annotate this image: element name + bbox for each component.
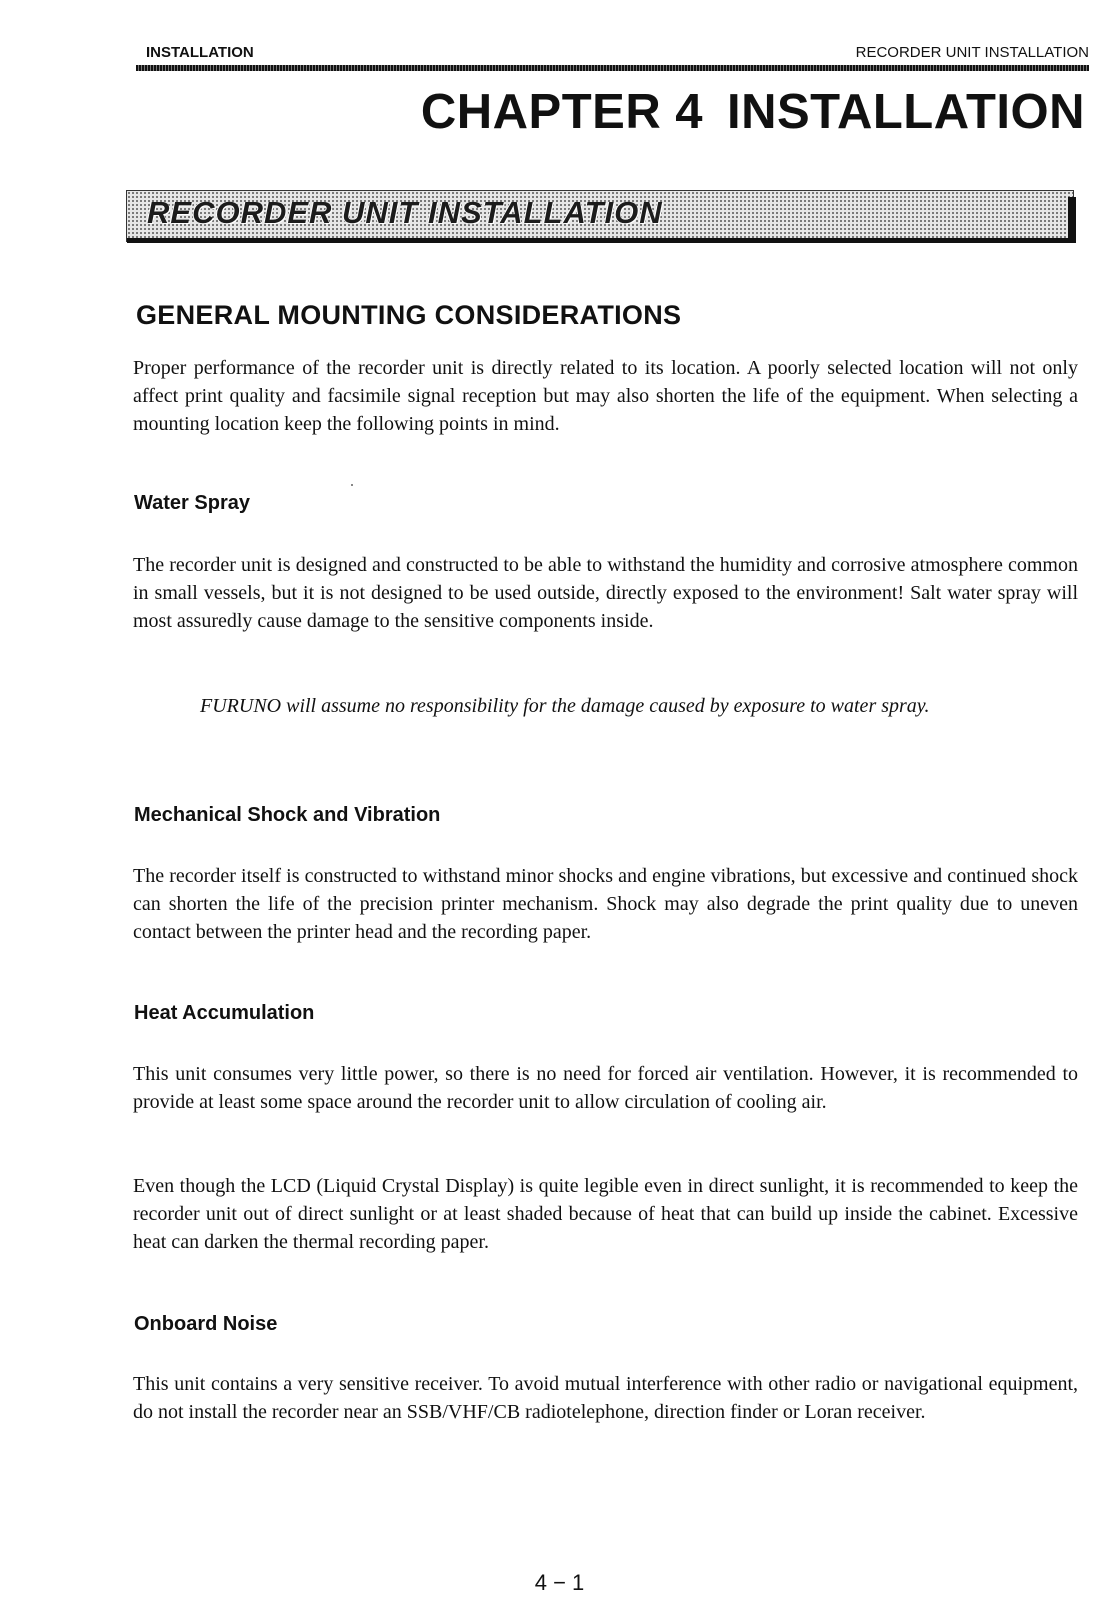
heading-water-spray: Water Spray <box>134 492 250 514</box>
header-rule <box>136 65 1089 71</box>
print-speck <box>351 484 353 486</box>
banner-bottom-rule <box>127 238 1073 243</box>
chapter-title <box>421 84 1085 140</box>
intro-paragraph: Proper performance of the recorder unit is directly related to its location. A poorly selected location will not only affect print quality and facsimile signal reception but may also shorten the life of the equipment. When selecting a mounting location keep the following points in mind. <box>133 357 1078 435</box>
section-banner-title: RECORDER UNIT INSTALLATION <box>147 195 663 230</box>
water-spray-note: FURUNO will assume no responsibility for the damage caused by exposure to water spray. <box>200 695 930 717</box>
heat-paragraph-2: Even though the LCD (Liquid Crystal Display) is quite legible even in direct sunlight, it is recommended to keep the recorder unit out of direct sunlight or at least shaded because of heat that can build up inside the cabinet. Excessive heat can darken the thermal recording paper. <box>133 1175 1078 1253</box>
running-header-left: INSTALLATION <box>146 44 254 61</box>
running-header-right: RECORDER UNIT INSTALLATION <box>855 44 1089 61</box>
chapter-number: 4 <box>675 85 703 139</box>
running-header <box>146 44 1089 64</box>
chapter-prefix: CHAPTER <box>420 85 662 139</box>
heat-paragraph-1: This unit consumes very little power, so there is no need for forced air ventilation. However, it is recommended to provide at least some space around the recorder unit to allow circulation of cooling air. <box>133 1063 1078 1113</box>
page-number: 4 − 1 <box>534 1570 585 1595</box>
heading-mechanical-shock: Mechanical Shock and Vibration <box>134 804 441 826</box>
onboard-noise-paragraph: This unit contains a very sensitive receiver. To avoid mutual interference with other radio or navigational equipment, do not install the recorder near an SSB/VHF/CB radiotelephone, direction finder or Loran receiver. <box>133 1373 1078 1423</box>
mechanical-shock-paragraph: The recorder itself is constructed to withstand minor shocks and engine vibrations, but excessive and continued shock can shorten the life of the precision printer mechanism. Shock may also degrade the print quality due to uneven contact between the printer head and the recording paper. <box>133 865 1078 943</box>
heading-onboard-noise: Onboard Noise <box>134 1313 278 1335</box>
water-spray-paragraph: The recorder unit is designed and constructed to be able to withstand the humidity and corrosive atmosphere common in small vessels, but it is not designed to be used outside, directly exposed to the environment! Salt water spray will most assuredly cause damage to the sensitive components inside. <box>133 554 1078 632</box>
chapter-name: INSTALLATION <box>726 85 1085 139</box>
banner-right-rule <box>1068 197 1076 243</box>
section-heading: GENERAL MOUNTING CONSIDERATIONS <box>136 300 682 330</box>
heading-heat-accumulation: Heat Accumulation <box>134 1002 315 1024</box>
section-banner <box>126 190 1074 242</box>
